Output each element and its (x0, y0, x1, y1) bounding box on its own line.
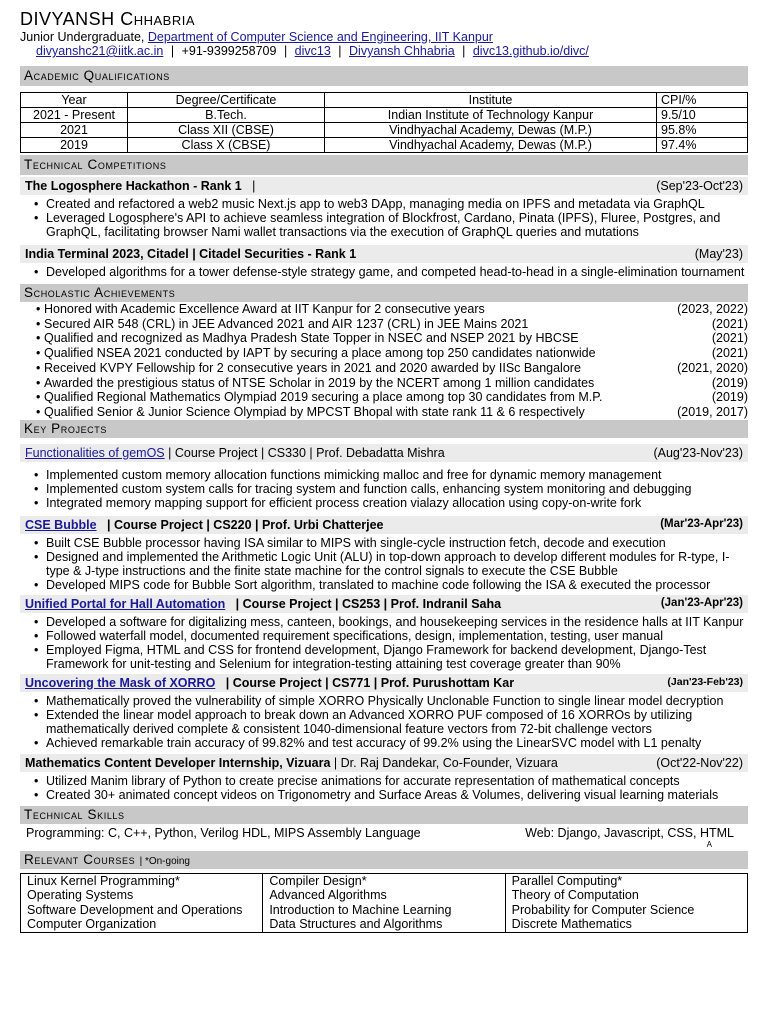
course-item: Data Structures and Algorithms (269, 917, 443, 932)
section-competitions-title: Technical Competitions (20, 155, 748, 175)
linkedin-link[interactable]: Divyansh Chhabria (349, 44, 455, 58)
list-item: • Mathematically proved the vulnerability of simple XORRO Physically Unclonable Function to single linear model decryption (34, 694, 748, 708)
achievement-year: (2021, 2020) (677, 360, 748, 375)
course-item: Discrete Mathematics (511, 917, 632, 932)
achievement-text: • Qualified and recognized as Madhya Pradesh State Topper in NSEC and NSEP 2021 by HBCSE (36, 331, 579, 346)
skills-row (20, 824, 748, 840)
separator: | (252, 179, 256, 193)
academic-table (20, 92, 748, 153)
achievement-year: (2019) (711, 375, 748, 390)
col-cpi: CPI/% (657, 93, 748, 108)
list-item: • Developed algorithms for a tower defense-style strategy game, and competed head-to-head in a single-elimination tournament (34, 265, 748, 279)
skills-footnote: A (706, 839, 712, 849)
project-meta: | Course Project | CS253 | Prof. Indranil Saha (235, 596, 502, 611)
achievement-text: • Awarded the prestigious status of NTSE Scholar in 2019 by the NCERT among 1 million candidates (36, 376, 594, 391)
project-header (20, 444, 748, 462)
phone-number: +91-9399258709 (181, 44, 277, 58)
email-link[interactable]: divyanshc21@iitk.ac.in (36, 44, 164, 58)
competition-date: (Sep'23-Oct'23) (656, 179, 743, 193)
achievement-item (20, 346, 748, 361)
project-date: (Jan'23-Feb'23) (667, 675, 743, 688)
achievement-text: • Qualified NSEA 2021 conducted by IAPT by securing a place among top 250 candidates nationwide (36, 346, 596, 361)
courses-table (20, 873, 748, 933)
achievement-year: (2021) (711, 316, 748, 331)
courses-note: | *On-going (139, 855, 190, 867)
project-header (20, 516, 748, 534)
list-item: • Designed and implemented the Arithmetic Logic Unit (ALU) in top-down approach to develop different modules for R-type, I-type & J-type instructions and the finite state machine for the control signals to execute the CSE Bubble (34, 550, 748, 578)
achievements-list (20, 302, 748, 420)
project-bullets (34, 536, 748, 592)
candidate-name (20, 10, 748, 28)
internship-date: (Oct'22-Nov'22) (656, 755, 743, 770)
competition-header (20, 177, 748, 195)
cell: Class XII (CBSE) (128, 123, 325, 138)
project-meta: | Course Project | CS220 | Prof. Urbi Chatterjee (106, 517, 384, 532)
section-academic-title: Academic Qualifications (20, 66, 748, 86)
list-item: • Integrated memory mapping support for efficient process creation vialazy allocation using copy-on-write fork (34, 496, 748, 510)
table-row (21, 138, 748, 153)
col-degree: Degree/Certificate (128, 93, 325, 108)
course-item: Compiler Design* (269, 873, 367, 888)
section-courses-title: Relevant Courses (24, 851, 136, 867)
achievement-text: • Honored with Academic Excellence Award at IIT Kanpur for 2 consecutive years (36, 302, 485, 317)
separator: | (170, 44, 175, 58)
list-item: • Created and refactored a web2 music Next.js app to web3 DApp, managing media on IPFS and metadata via GraphQL (34, 197, 748, 211)
list-item: • Built CSE Bubble processor having ISA similar to MIPS with single-cycle instruction fetch, decode and execution (34, 536, 748, 550)
achievement-item (20, 390, 748, 405)
cell: B.Tech. (128, 108, 325, 123)
separator: | (462, 44, 466, 58)
achievement-item (20, 331, 748, 346)
cell: 2021 - Present (21, 108, 128, 123)
skills-programming: Programming: C, C++, Python, Verilog HDL, MIPS Assembly Language (26, 825, 421, 840)
competition-name: The Logosphere Hackathon - Rank 1 (25, 179, 242, 193)
course-item: Linux Kernel Programming* (27, 873, 180, 888)
achievement-year: (2019) (711, 390, 748, 405)
cell: Class X (CBSE) (128, 138, 325, 153)
achievement-item (20, 361, 748, 376)
project-header (20, 674, 748, 692)
achievement-text: • Qualified Regional Mathematics Olympiad 2019 securing a place among top 30 candidates from M.P. (36, 390, 602, 405)
course-item: Operating Systems (27, 888, 134, 903)
project-link[interactable]: Functionalities of gemOS (25, 445, 165, 460)
achievement-year: (2021) (711, 331, 748, 346)
competition-date: (May'23) (694, 247, 743, 261)
section-courses-header (20, 851, 748, 869)
achievement-item (20, 376, 748, 391)
list-item: • Leveraged Logosphere's API to achieve seamless integration of Blockfrost, Cardano, Pinata (IPFS), Fluree, Postgres, and GraphQL, facilitating browser Nami wallet transactions via the execution of GraphQL queries and mutations (34, 211, 748, 239)
name-first: DIVYANSH (20, 9, 115, 29)
courses-column (21, 873, 263, 932)
cell: Vindhyachal Academy, Dewas (M.P.) (325, 123, 657, 138)
list-item: • Achieved remarkable train accuracy of 99.82% and test accuracy of 99.2% using the LinearSVC model with L1 penalty (34, 736, 748, 750)
project-meta: | Course Project | CS330 | Prof. Debadatta Mishra (168, 445, 445, 460)
competition-bullets (34, 197, 748, 239)
course-item: Software Development and Operations (27, 902, 243, 917)
separator: | (283, 44, 288, 58)
col-year: Year (21, 93, 128, 108)
project-header (20, 595, 748, 613)
project-date: (Mar'23-Apr'23) (660, 518, 743, 531)
project-bullets (34, 694, 748, 750)
subtitle-prefix: Junior Undergraduate, (20, 30, 148, 44)
cell: Vindhyachal Academy, Dewas (M.P.) (325, 138, 657, 153)
project-date: (Jan'23-Apr'23) (660, 597, 743, 610)
section-projects-title: Key Projects (20, 420, 748, 438)
project-link[interactable]: CSE Bubble (25, 517, 97, 532)
cell: 95.8% (657, 123, 748, 138)
list-item: • Followed waterfall model, documented requirement specifications, design, implementation, testing, user manual (34, 629, 748, 643)
col-institute: Institute (325, 93, 657, 108)
department-link[interactable]: Department of Computer Science and Engineering, IIT Kanpur (147, 30, 493, 44)
list-item: • Utilized Manim library of Python to create precise animations for accurate representation of mathematical concepts (34, 774, 748, 788)
cell: Indian Institute of Technology Kanpur (325, 108, 657, 123)
resume-page (20, 10, 748, 933)
cell: 2021 (21, 123, 128, 138)
cell: 2019 (21, 138, 128, 153)
github-link[interactable]: divc13 (294, 44, 331, 58)
course-item: Introduction to Machine Learning (269, 902, 452, 917)
course-item: Advanced Algorithms (269, 888, 387, 903)
project-link[interactable]: Unified Portal for Hall Automation (25, 596, 226, 611)
website-link[interactable]: divc13.github.io/divc/ (472, 44, 589, 58)
achievement-item (20, 317, 748, 332)
list-item: • Implemented custom memory allocation functions mimicking malloc and free for dynamic memory management (34, 468, 748, 482)
project-meta: | Course Project | CS771 | Prof. Purushottam Kar (225, 675, 515, 690)
competition-header (20, 245, 748, 263)
courses-column (263, 873, 505, 932)
list-item: • Implemented custom system calls for tracing system and function calls, enhancing system monitoring and debugging (34, 482, 748, 496)
project-bullets (34, 468, 748, 510)
achievement-item (20, 302, 748, 317)
achievement-text: • Secured AIR 548 (CRL) in JEE Advanced 2021 and AIR 1237 (CRL) in JEE Mains 2021 (36, 317, 528, 332)
name-last-rest: HHABRIA (133, 13, 195, 28)
table-row (21, 123, 748, 138)
separator: | (338, 44, 342, 58)
section-scholastic-title: Scholastic Achievements (20, 284, 748, 302)
internship-bullets (34, 774, 748, 802)
project-bullets (34, 615, 748, 671)
achievement-year: (2019, 2017) (677, 404, 748, 419)
internship-header (20, 754, 748, 772)
section-skills-title: Technical Skills (20, 806, 748, 824)
course-item: Theory of Computation (511, 888, 639, 903)
course-item: Computer Organization (27, 917, 157, 932)
table-row (21, 108, 748, 123)
contact-line (36, 44, 748, 58)
list-item: • Employed Figma, HTML and CSS for frontend development, Django Framework for backend development, Django-Test Framework for unit-testing and Selenium for integration-testing attaining test coverage greater than 90% (34, 643, 748, 671)
internship-meta: | Dr. Raj Dandekar, Co-Founder, Vizuara (333, 755, 558, 770)
courses-row (21, 873, 748, 932)
courses-column (505, 873, 747, 932)
course-item: Probability for Computer Science (511, 902, 695, 917)
subtitle (20, 30, 748, 44)
achievement-item (20, 405, 748, 420)
achievement-year: (2023, 2022) (677, 302, 748, 316)
table-header-row (21, 93, 748, 108)
list-item: • Extended the linear model approach to break down an Advanced XORRO PUF composed of 16 XORROs by utilizing mathematically derived complete & consistent 1040-dimensional feature vectors from 72-bit challenge vectors (34, 708, 748, 736)
internship-title: Mathematics Content Developer Internship, Vizuara (25, 755, 331, 770)
skills-web: Web: Django, Javascript, CSS, HTML (525, 825, 734, 840)
project-link[interactable]: Uncovering the Mask of XORRO (25, 675, 216, 690)
cell: 97.4% (657, 138, 748, 153)
list-item: • Developed MIPS code for Bubble Sort algorithm, translated to machine code following the ISA & executed the processor (34, 578, 748, 592)
course-item: Parallel Computing* (511, 873, 623, 888)
achievement-text: • Received KVPY Fellowship for 2 consecutive years in 2021 and 2020 awarded by IISc Bangalore (36, 361, 581, 376)
project-date: (Aug'23-Nov'23) (653, 445, 743, 460)
list-item: • Created 30+ animated concept videos on Trigonometry and Surface Areas & Volumes, delivering visual learning materials (34, 788, 748, 802)
list-item: • Developed a software for digitalizing mess, canteen, bookings, and housekeeping services in the residence halls at IIT Kanpur (34, 615, 748, 629)
name-last-initial: C (120, 9, 134, 29)
competition-name: India Terminal 2023, Citadel | Citadel Securities - Rank 1 (25, 247, 357, 261)
competition-bullets (34, 265, 748, 279)
achievement-year: (2021) (711, 346, 748, 361)
achievement-text: • Qualified Senior & Junior Science Olympiad by MPCST Bhopal with state rank 11 & 6 respectively (36, 405, 585, 420)
cell: 9.5/10 (657, 108, 748, 123)
